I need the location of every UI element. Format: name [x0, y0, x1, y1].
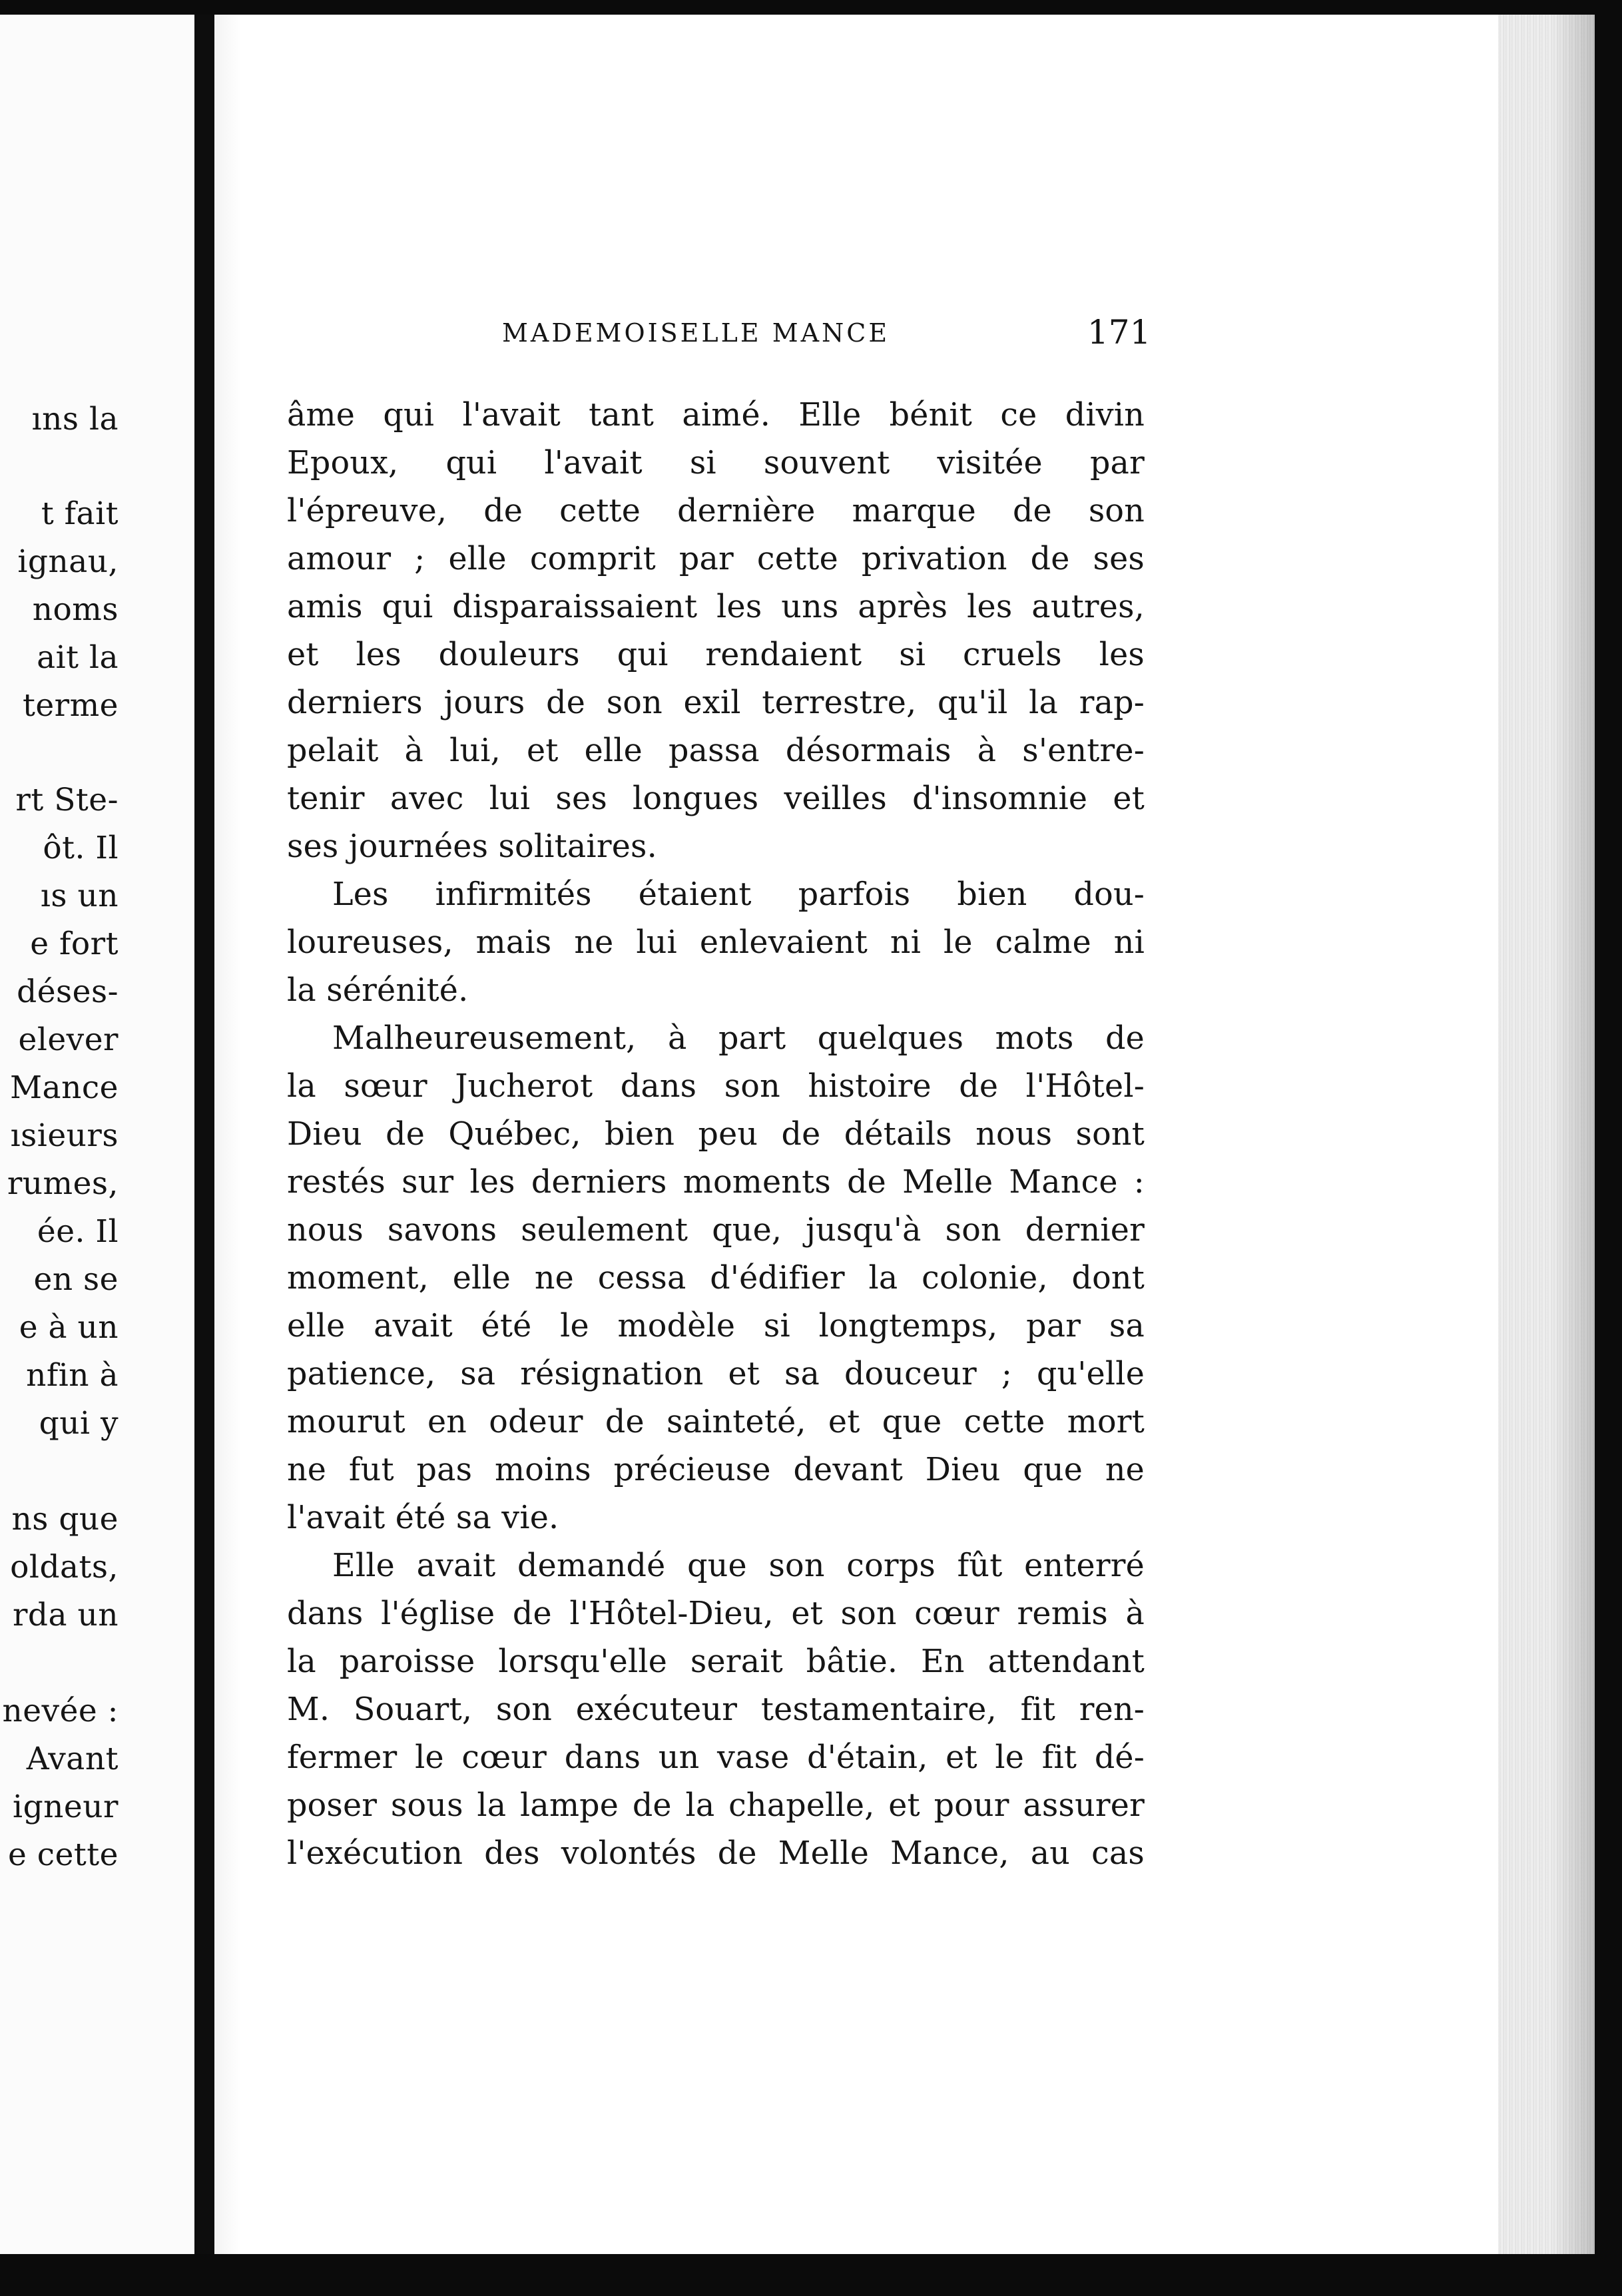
- left-line: noms: [32, 591, 119, 628]
- text-line: poser sous la lampe de la chapelle, et pour assurer: [287, 1787, 1145, 1824]
- left-line: Mance: [9, 1069, 119, 1106]
- scan-border-right: [1595, 0, 1622, 2296]
- text-line: la sœur Jucherot dans son histoire de l'Hôtel-: [287, 1068, 1145, 1105]
- left-line: elever: [18, 1021, 119, 1058]
- text-line: Epoux, qui l'avait si souvent visitée par: [287, 445, 1145, 481]
- text-line: Malheureusement, à part quelques mots de: [332, 1020, 1145, 1057]
- text-line: tenir avec lui ses longues veilles d'insomnie et: [287, 780, 1145, 817]
- left-line: qui y: [39, 1405, 119, 1442]
- text-line: fermer le cœur dans un vase d'étain, et le fit dé-: [287, 1739, 1145, 1776]
- left-line: ignau,: [17, 543, 119, 580]
- scan-border-bottom: [0, 2254, 1622, 2296]
- left-line: nevée :: [2, 1693, 119, 1729]
- left-page: [0, 15, 194, 2254]
- text-line: patience, sa résignation et sa douceur ; qu'elle: [287, 1356, 1145, 1392]
- book-gutter: [194, 0, 214, 2264]
- running-head: MADEMOISELLE MANCE: [502, 318, 890, 348]
- text-line: dans l'église de l'Hôtel-Dieu, et son cœur remis à: [287, 1595, 1145, 1632]
- left-line: ıs un: [40, 878, 119, 914]
- text-line: Elle avait demandé que son corps fût enterré: [332, 1548, 1145, 1584]
- text-line: l'épreuve, de cette dernière marque de son: [287, 493, 1145, 529]
- text-line: mourut en odeur de sainteté, et que cette mort: [287, 1404, 1145, 1440]
- left-line: e cette: [8, 1837, 119, 1873]
- text-line: Les infirmités étaient parfois bien dou-: [332, 876, 1145, 913]
- left-line: e fort: [30, 926, 119, 962]
- text-line: la paroisse lorsqu'elle serait bâtie. En attendant: [287, 1643, 1145, 1680]
- text-line: ne fut pas moins précieuse devant Dieu que ne: [287, 1452, 1145, 1488]
- text-line: et les douleurs qui rendaient si cruels les: [287, 637, 1145, 673]
- left-line: terme: [22, 687, 119, 724]
- text-line: restés sur les derniers moments de Melle Mance :: [287, 1164, 1145, 1201]
- page-number: 171: [1087, 313, 1151, 352]
- left-line: ée. Il: [37, 1213, 119, 1250]
- left-line: ôt. Il: [43, 830, 119, 866]
- left-line: Avant: [26, 1741, 119, 1777]
- left-line: rda un: [12, 1597, 119, 1633]
- text-line: pelait à lui, et elle passa désormais à s'entre-: [287, 732, 1145, 769]
- left-line: nfin à: [26, 1357, 119, 1394]
- left-line: rumes,: [7, 1165, 119, 1202]
- text-line: derniers jours de son exil terrestre, qu'il la rap-: [287, 685, 1145, 721]
- left-line: ait la: [37, 639, 119, 676]
- text-line: elle avait été le modèle si longtemps, par sa: [287, 1308, 1145, 1344]
- left-line: en se: [33, 1261, 119, 1298]
- left-line: e à un: [19, 1309, 119, 1346]
- left-line: déses-: [17, 974, 119, 1010]
- text-line: nous savons seulement que, jusqu'à son dernier: [287, 1212, 1145, 1249]
- left-line: ns que: [11, 1501, 119, 1538]
- left-line: igneur: [13, 1789, 119, 1825]
- page-body-text: [287, 392, 1145, 1878]
- text-line: Dieu de Québec, bien peu de détails nous sont: [287, 1116, 1145, 1153]
- left-line: t fait: [41, 495, 119, 532]
- page-edges-shadow: [1551, 15, 1595, 2254]
- text-line: amour ; elle comprit par cette privation de ses: [287, 541, 1145, 577]
- left-line: ısieurs: [10, 1117, 119, 1154]
- text-line: loureuses, mais ne lui enlevaient ni le calme ni: [287, 924, 1145, 961]
- text-line: M. Souart, son exécuteur testamentaire, fit ren-: [287, 1691, 1145, 1728]
- scan-border-top: [0, 0, 1622, 15]
- text-line: ses journées solitaires.: [287, 828, 657, 865]
- text-line: l'avait été sa vie.: [287, 1500, 559, 1536]
- left-line: rt Ste-: [15, 782, 119, 818]
- text-line: âme qui l'avait tant aimé. Elle bénit ce divin: [287, 397, 1145, 433]
- text-line: la sérénité.: [287, 972, 469, 1009]
- left-line: ıns la: [31, 401, 119, 437]
- left-line: oldats,: [10, 1549, 119, 1585]
- text-line: moment, elle ne cessa d'édifier la colonie, dont: [287, 1260, 1145, 1296]
- text-line: amis qui disparaissaient les uns après les autres,: [287, 589, 1145, 625]
- text-line: l'exécution des volontés de Melle Mance, au cas: [287, 1835, 1145, 1872]
